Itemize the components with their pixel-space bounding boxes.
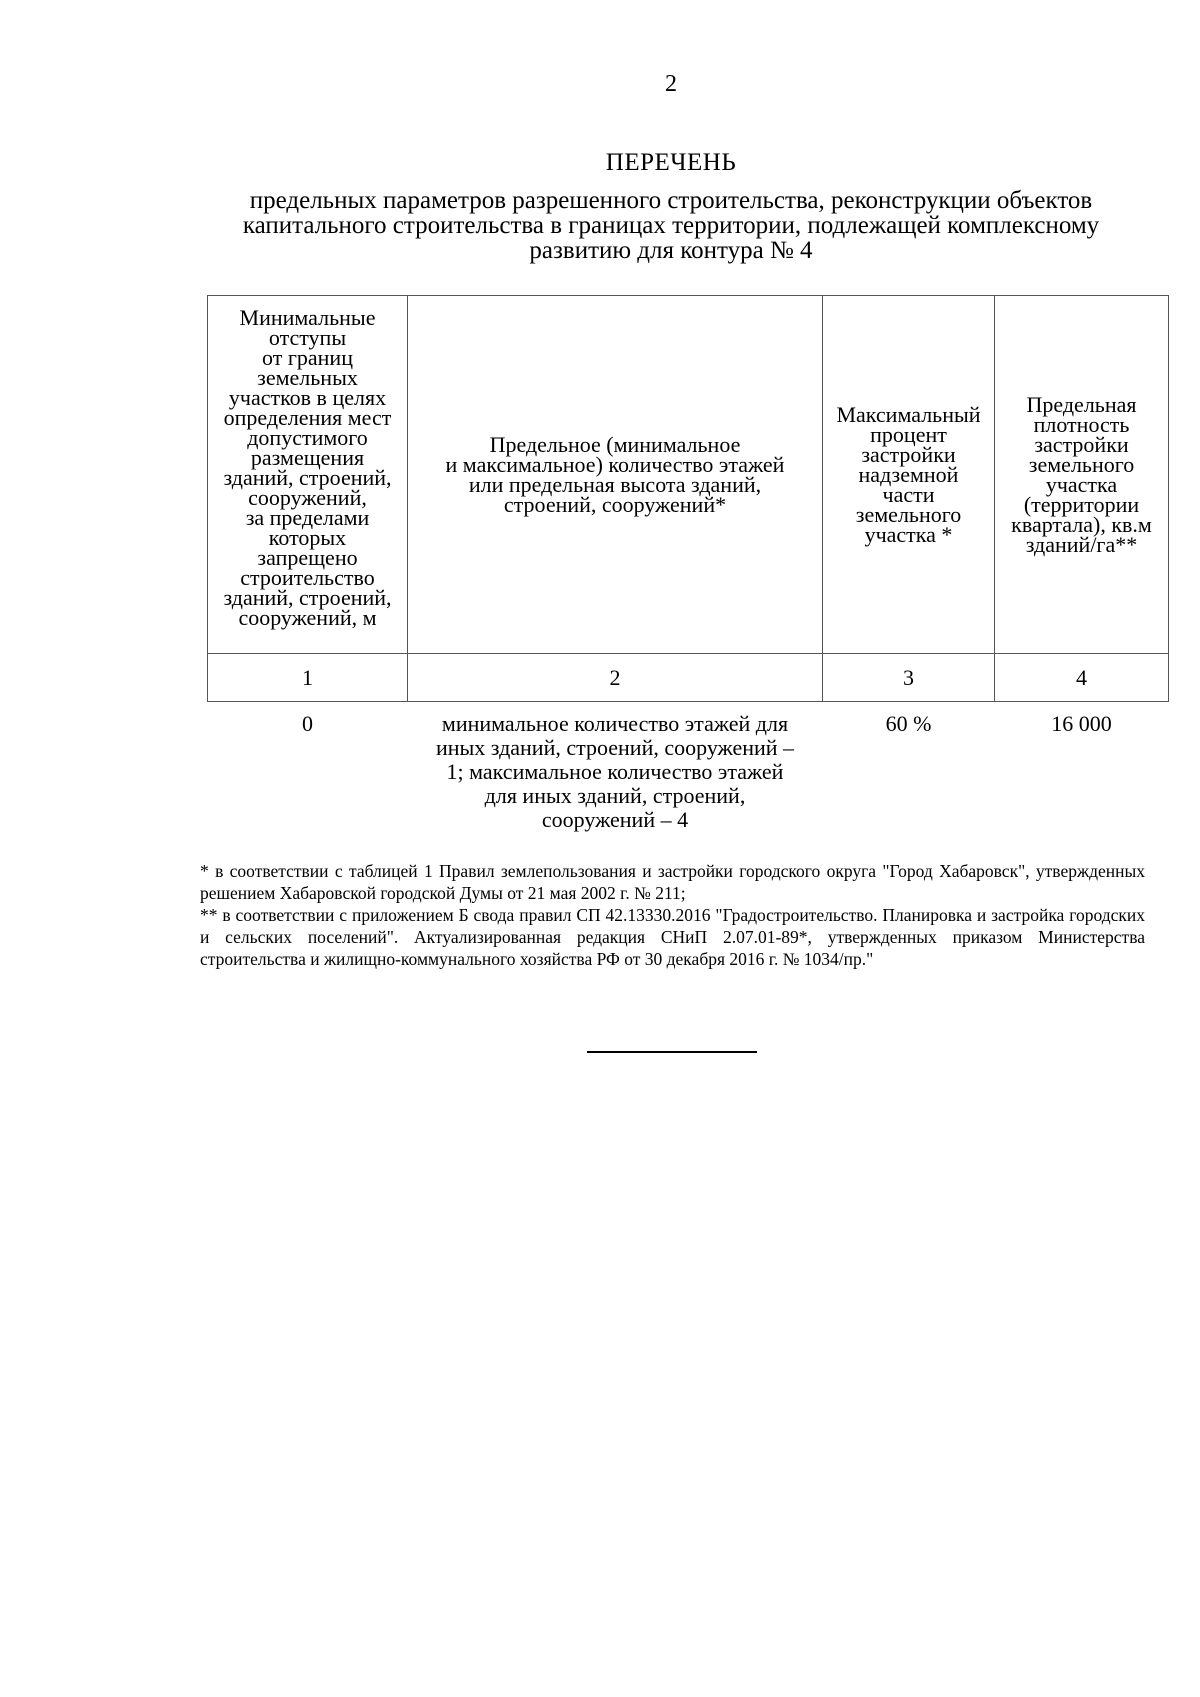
parameters-table: [207, 295, 1169, 832]
cell-max-percent-text: 60 %: [885, 711, 932, 736]
footnotes: [200, 860, 1145, 970]
header-floors-text: Предельное (минимальное и максимальное) количество этажей или предельная высота зданий, строений, сооружений*: [445, 431, 785, 517]
cell-floors-text: минимальное количество этажей для иных зданий, строений, сооружений – 1; максимальное количество этажей для иных зданий, строений, сооружений – 4: [435, 711, 795, 832]
footnote-1: * в соответствии с таблицей 1 Правил землепользования и застройки городского округа "Город Хабаровск", утвержденных решением Хабаровской городской Думы от 21 мая 2002 г. № 211;: [200, 861, 1145, 903]
column-number-4: 4: [995, 654, 1169, 702]
column-number-2: 2: [408, 654, 823, 702]
cell-density-text: 16 000: [1051, 711, 1112, 736]
column-number-3: 3: [823, 654, 995, 702]
cell-max-percent-value: [823, 702, 995, 833]
header-density: [995, 296, 1169, 654]
cell-floors-value: [408, 702, 823, 833]
header-max-percent: [823, 296, 995, 654]
header-floors: [408, 296, 823, 654]
subtitle-line-1: предельных параметров разрешенного строительства, реконструкции объектов: [249, 187, 1093, 214]
table-row: [208, 702, 1169, 833]
header-min-setbacks: [208, 296, 408, 654]
header-min-setbacks-text: Минимальные отступы от границ земельных участков в целях определения мест допустимого размещения зданий, строений, сооружений, за пределами которых запрещено строительство зданий, строений, сооружений, м: [223, 305, 392, 630]
subtitle-line-3: развитию для контура № 4: [529, 237, 813, 264]
column-number-row: [208, 654, 1169, 702]
header-max-percent-text: Максимальный процент застройки надземной части земельного участка *: [836, 401, 981, 547]
footnote-2: ** в соответствии с приложением Б свода правил СП 42.13330.2016 "Градостроительство. Планировка и застройка городских и сельских поселений". Актуализированная редакция СНиП 2.07.01-89*, утвержденных приказом Министерства строительства и жилищно-коммунального хозяйства РФ от 30 декабря 2016 г. № 1034/пр.": [200, 905, 1145, 969]
subtitle-line-2: капитального строительства в границах территории, подлежащей комплексному: [242, 212, 1100, 239]
table-header-row: [208, 296, 1169, 654]
end-divider: [587, 1051, 757, 1053]
column-number-1: 1: [208, 654, 408, 702]
page-number: 2: [665, 71, 677, 97]
cell-density-value: [995, 702, 1169, 833]
cell-min-setback-value: [208, 702, 408, 833]
document-subtitle: [200, 188, 1142, 263]
header-density-text: Предельная плотность застройки земельного участка (территории квартала), кв.м зданий/га**: [1011, 391, 1152, 557]
cell-min-setback-text: 0: [302, 711, 313, 736]
document-title: ПЕРЕЧЕНЬ: [605, 149, 737, 176]
